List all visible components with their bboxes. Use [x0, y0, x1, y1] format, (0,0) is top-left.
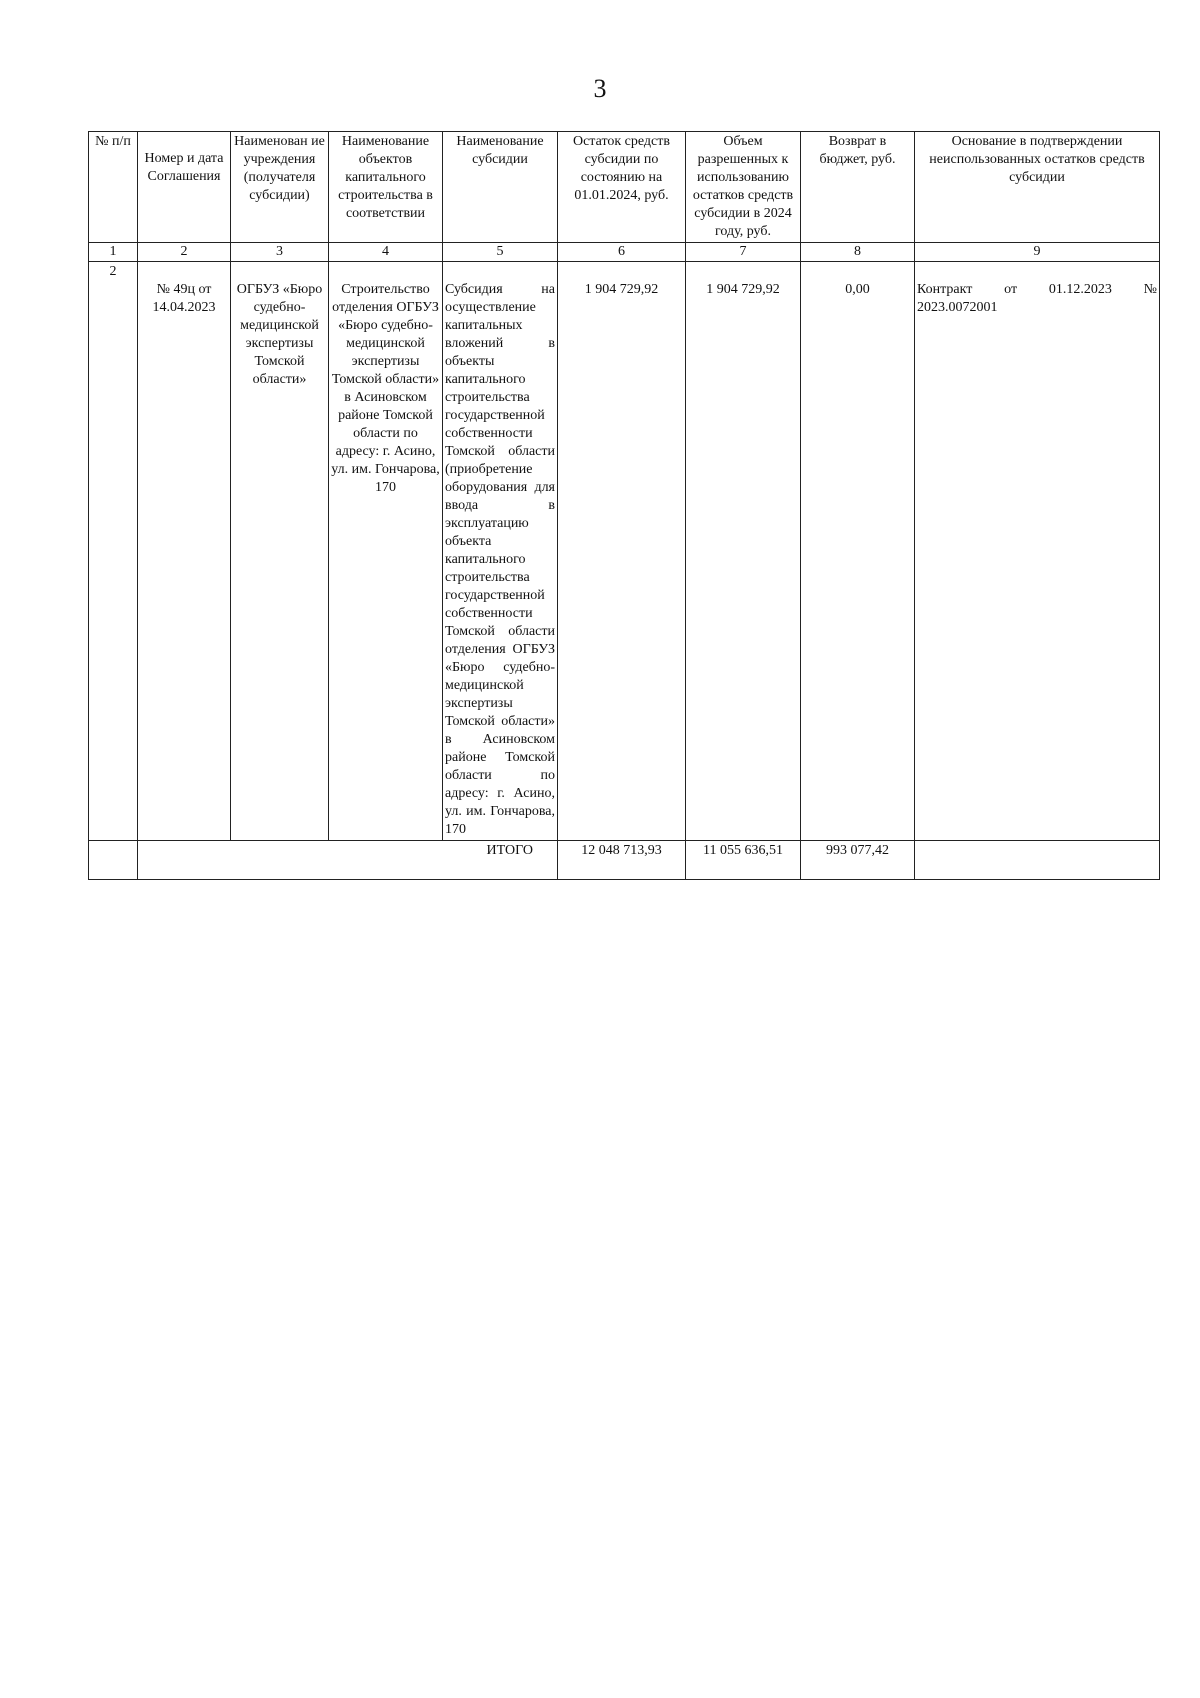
column-number-row	[89, 243, 1160, 262]
column-number: 4	[329, 243, 443, 262]
basis-no: №	[1143, 282, 1157, 297]
header-basis: Основание в подтверждении неиспользованных остатков средств субсидии	[915, 132, 1160, 243]
total-returned: 993 077,42	[801, 841, 915, 880]
total-basis-empty	[915, 841, 1160, 880]
header-object: Наименование объектов капитального строительства в соответствии	[329, 132, 443, 243]
row-institution: ОГБУЗ «Бюро судебно-медицинской экспертизы Томской области»	[231, 262, 329, 841]
column-number: 7	[686, 243, 801, 262]
page-number: 3	[593, 74, 607, 103]
row-returned: 0,00	[801, 262, 915, 841]
column-number: 2	[138, 243, 231, 262]
row-balance: 1 904 729,92	[558, 262, 686, 841]
header-allowed: Объем разрешенных к использованию остатков средств субсидии в 2024 году, руб.	[686, 132, 801, 243]
row-subsidy: Субсидия на осуществление капитальных вложений в объекты капитального строительства государственной собственности Томской области (приобретение оборудования для ввода в эксплуатацию объекта капитального строительства государственной собственности Томской области отделения ОГБУЗ «Бюро судебно-медицинской экспертизы Томской области» в Асиновском районе Томской области по адресу: г. Асино, ул. им. Гончарова, 170	[443, 262, 558, 841]
total-empty-cell	[89, 841, 138, 880]
column-number: 3	[231, 243, 329, 262]
header-subsidy: Наименование субсидии	[443, 132, 558, 243]
total-label: ИТОГО	[138, 841, 558, 880]
row-basis	[915, 262, 1160, 841]
total-row	[89, 841, 1160, 880]
table-header-row	[89, 132, 1160, 243]
row-object: Строительство отделения ОГБУЗ «Бюро судебно-медицинской экспертизы Томской области» в Асиновском районе Томской области по адресу: г. Асино, ул. им. Гончарова, 170	[329, 262, 443, 841]
header-agreement: Номер и дата Соглашения	[138, 132, 231, 243]
header-balance: Остаток средств субсидии по состоянию на 01.01.2024, руб.	[558, 132, 686, 243]
header-institution: Наименован ие учреждения (получателя субсидии)	[231, 132, 329, 243]
column-number: 5	[443, 243, 558, 262]
row-index: 2	[89, 262, 138, 841]
row-allowed: 1 904 729,92	[686, 262, 801, 841]
header-index: № п/п	[89, 132, 138, 243]
basis-number: 2023.0072001	[917, 300, 998, 315]
table-row	[89, 262, 1160, 841]
subsidy-balance-table	[88, 131, 1160, 880]
basis-contract-label: Контракт	[917, 282, 973, 297]
total-allowed: 11 055 636,51	[686, 841, 801, 880]
total-balance: 12 048 713,93	[558, 841, 686, 880]
basis-date: 01.12.2023	[1048, 282, 1112, 297]
row-agreement: № 49ц от 14.04.2023	[138, 262, 231, 841]
header-returned: Возврат в бюджет, руб.	[801, 132, 915, 243]
column-number: 1	[89, 243, 138, 262]
basis-from: от	[1004, 282, 1018, 297]
column-number: 9	[915, 243, 1160, 262]
column-number: 6	[558, 243, 686, 262]
column-number: 8	[801, 243, 915, 262]
basis-line	[917, 281, 1157, 299]
